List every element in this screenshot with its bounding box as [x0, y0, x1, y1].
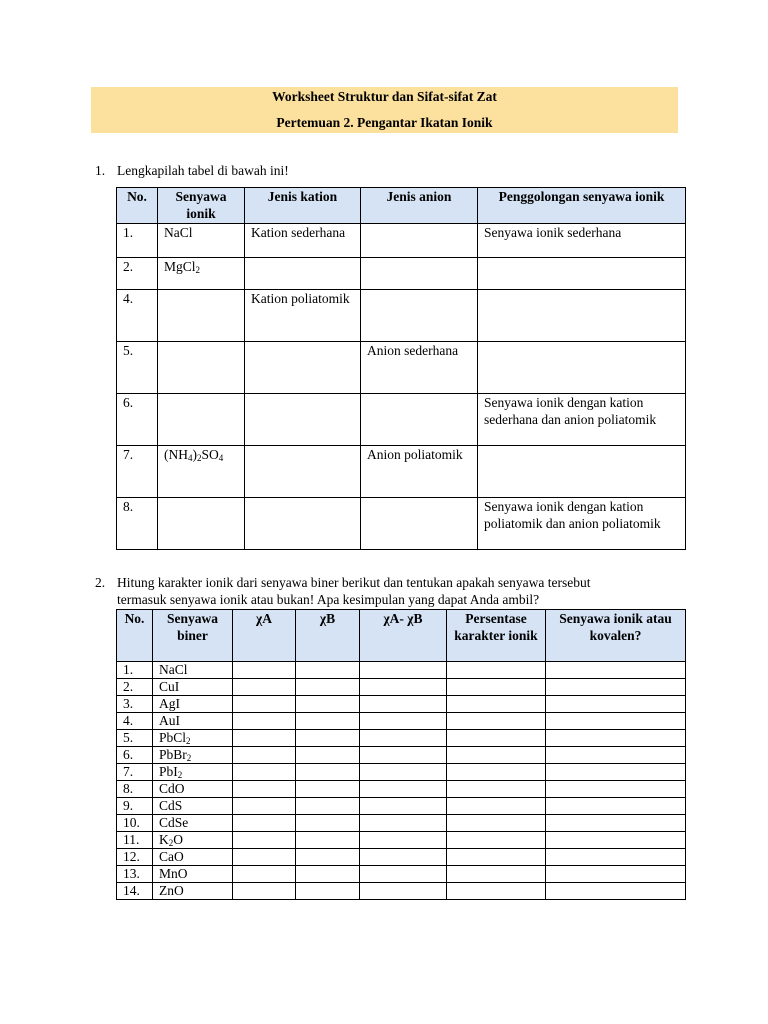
cell-chi-diff [360, 747, 447, 764]
cell-ionik-kovalen [546, 679, 686, 696]
cell-no: 5. [117, 342, 158, 394]
cell-senyawa: $K_2O$ [153, 832, 233, 849]
cell-chi-a [233, 883, 296, 900]
cell-persentase [447, 747, 546, 764]
cell-persentase [447, 815, 546, 832]
cell-persentase [447, 679, 546, 696]
table-header-row [117, 188, 686, 224]
question-2-number: 2. [95, 575, 106, 590]
table-header-row [117, 610, 686, 662]
cell-persentase [447, 781, 546, 798]
cell-golongan [478, 290, 686, 342]
table-row [117, 498, 686, 550]
header-chi-diff: χA- χB [360, 610, 447, 662]
cell-chi-diff [360, 679, 447, 696]
cell-persentase [447, 866, 546, 883]
cell-senyawa: NaCl [153, 662, 233, 679]
cell-anion [361, 498, 478, 550]
worksheet-subtitle: Pertemuan 2. Pengantar Ikatan Ionik [276, 115, 493, 130]
cell-golongan [478, 446, 686, 498]
header-chi-a: χA [233, 610, 296, 662]
cell-golongan: Senyawa ionik sederhana [478, 224, 686, 258]
ionic-character-table [116, 609, 686, 900]
cell-chi-b [296, 679, 360, 696]
cell-chi-a [233, 849, 296, 866]
header-jenis-kation: Jenis kation [245, 188, 361, 224]
cell-chi-diff [360, 815, 447, 832]
worksheet-header [91, 87, 678, 133]
cell-senyawa [158, 290, 245, 342]
cell-anion [361, 224, 478, 258]
cell-persentase [447, 849, 546, 866]
table-row [117, 764, 686, 781]
cell-no: 11. [117, 832, 153, 849]
cell-kation [245, 498, 361, 550]
cell-no: 13. [117, 866, 153, 883]
cell-golongan: Senyawa ionik dengan kation sederhana dan anion poliatomik [478, 394, 686, 446]
table-row [117, 679, 686, 696]
cell-senyawa [158, 342, 245, 394]
cell-ionik-kovalen [546, 832, 686, 849]
table-row [117, 815, 686, 832]
cell-chi-diff [360, 849, 447, 866]
cell-senyawa: PbBr$_2$ [153, 747, 233, 764]
cell-ionik-kovalen [546, 883, 686, 900]
cell-senyawa: $(NH_4)_2SO_4$ [158, 446, 245, 498]
table-row [117, 798, 686, 815]
cell-chi-a [233, 730, 296, 747]
cell-ionik-kovalen [546, 730, 686, 747]
cell-ionik-kovalen [546, 798, 686, 815]
cell-persentase [447, 713, 546, 730]
cell-ionik-kovalen [546, 713, 686, 730]
cell-senyawa: MnO [153, 866, 233, 883]
question-1-number: 1. [95, 163, 106, 178]
cell-senyawa: CaO [153, 849, 233, 866]
cell-ionik-kovalen [546, 849, 686, 866]
cell-no: 1. [117, 662, 153, 679]
cell-chi-diff [360, 764, 447, 781]
cell-persentase [447, 883, 546, 900]
cell-senyawa: PbI$_2$ [153, 764, 233, 781]
cell-no: 8. [117, 498, 158, 550]
cell-chi-a [233, 679, 296, 696]
cell-chi-diff [360, 832, 447, 849]
cell-chi-b [296, 713, 360, 730]
cell-anion: Anion poliatomik [361, 446, 478, 498]
cell-anion [361, 258, 478, 290]
header-persentase: Persentase karakter ionik [447, 610, 546, 662]
header-ionik-kovalen: Senyawa ionik atau kovalen? [546, 610, 686, 662]
cell-ionik-kovalen [546, 747, 686, 764]
cell-no: 3. [117, 696, 153, 713]
cell-no: 10. [117, 815, 153, 832]
cell-kation: Kation poliatomik [245, 290, 361, 342]
cell-no: 4. [117, 713, 153, 730]
cell-chi-diff [360, 662, 447, 679]
header-no: No. [117, 188, 158, 224]
cell-chi-b [296, 849, 360, 866]
cell-no: 6. [117, 747, 153, 764]
cell-ionik-kovalen [546, 781, 686, 798]
cell-no: 4. [117, 290, 158, 342]
worksheet-title: Worksheet Struktur dan Sifat-sifat Zat [272, 89, 497, 104]
cell-no: 7. [117, 764, 153, 781]
table-row [117, 290, 686, 342]
cell-chi-a [233, 764, 296, 781]
table-row [117, 781, 686, 798]
cell-chi-a [233, 662, 296, 679]
cell-no: 1. [117, 224, 158, 258]
table-row [117, 883, 686, 900]
cell-chi-diff [360, 713, 447, 730]
question-1 [95, 162, 695, 180]
cell-senyawa: MgCl$_2$ [158, 258, 245, 290]
cell-ionik-kovalen [546, 866, 686, 883]
cell-no: 2. [117, 258, 158, 290]
cell-anion [361, 394, 478, 446]
cell-chi-b [296, 764, 360, 781]
cell-chi-a [233, 747, 296, 764]
cell-no: 6. [117, 394, 158, 446]
cell-golongan: Senyawa ionik dengan kation poliatomik dan anion poliatomik [478, 498, 686, 550]
cell-persentase [447, 662, 546, 679]
cell-persentase [447, 764, 546, 781]
question-1-text: Lengkapilah tabel di bawah ini! [117, 163, 289, 178]
cell-ionik-kovalen [546, 764, 686, 781]
cell-chi-diff [360, 781, 447, 798]
cell-kation [245, 342, 361, 394]
header-no: No. [117, 610, 153, 662]
cell-kation [245, 258, 361, 290]
cell-senyawa [158, 394, 245, 446]
table-row [117, 394, 686, 446]
table-row [117, 713, 686, 730]
cell-persentase [447, 798, 546, 815]
cell-senyawa: PbCl$_2$ [153, 730, 233, 747]
cell-senyawa: CuI [153, 679, 233, 696]
cell-anion [361, 290, 478, 342]
cell-senyawa [158, 498, 245, 550]
cell-senyawa: NaCl [158, 224, 245, 258]
header-penggolongan: Penggolongan senyawa ionik [478, 188, 686, 224]
question-2-text-line-1: Hitung karakter ionik dari senyawa biner berikut dan tentukan apakah senyawa tersebut [117, 575, 591, 590]
cell-kation [245, 446, 361, 498]
cell-senyawa: CdS [153, 798, 233, 815]
table-row [117, 224, 686, 258]
question-2 [95, 574, 715, 610]
cell-no: 12. [117, 849, 153, 866]
cell-no: 9. [117, 798, 153, 815]
cell-chi-diff [360, 883, 447, 900]
table-row [117, 446, 686, 498]
cell-no: 7. [117, 446, 158, 498]
cell-chi-a [233, 866, 296, 883]
table-row [117, 747, 686, 764]
table-row [117, 849, 686, 866]
cell-golongan [478, 258, 686, 290]
cell-chi-diff [360, 696, 447, 713]
table-row [117, 832, 686, 849]
cell-chi-b [296, 815, 360, 832]
table-row [117, 866, 686, 883]
cell-chi-b [296, 662, 360, 679]
header-jenis-anion: Jenis anion [361, 188, 478, 224]
cell-persentase [447, 832, 546, 849]
cell-chi-b [296, 730, 360, 747]
cell-chi-a [233, 696, 296, 713]
table-row [117, 342, 686, 394]
cell-senyawa: ZnO [153, 883, 233, 900]
table-row [117, 258, 686, 290]
cell-ionik-kovalen [546, 696, 686, 713]
question-2-text [117, 574, 717, 608]
cell-chi-a [233, 815, 296, 832]
table-row [117, 730, 686, 747]
cell-anion: Anion sederhana [361, 342, 478, 394]
cell-senyawa: CdO [153, 781, 233, 798]
cell-chi-b [296, 781, 360, 798]
cell-chi-b [296, 883, 360, 900]
cell-chi-a [233, 713, 296, 730]
header-senyawa-ionik: Senyawa ionik [158, 188, 245, 224]
cell-kation: Kation sederhana [245, 224, 361, 258]
table-row [117, 696, 686, 713]
cell-senyawa: CdSe [153, 815, 233, 832]
cell-no: 2. [117, 679, 153, 696]
cell-chi-diff [360, 798, 447, 815]
cell-senyawa: AgI [153, 696, 233, 713]
table-row [117, 662, 686, 679]
header-chi-b: χB [296, 610, 360, 662]
cell-chi-b [296, 798, 360, 815]
cell-kation [245, 394, 361, 446]
cell-chi-b [296, 866, 360, 883]
header-senyawa-biner: Senyawa biner [153, 610, 233, 662]
cell-ionik-kovalen [546, 815, 686, 832]
cell-no: 14. [117, 883, 153, 900]
cell-chi-diff [360, 730, 447, 747]
cell-ionik-kovalen [546, 662, 686, 679]
cell-persentase [447, 696, 546, 713]
cell-no: 8. [117, 781, 153, 798]
cell-chi-b [296, 832, 360, 849]
cell-chi-diff [360, 866, 447, 883]
cell-senyawa: AuI [153, 713, 233, 730]
cell-chi-b [296, 696, 360, 713]
cell-chi-a [233, 798, 296, 815]
cell-chi-a [233, 832, 296, 849]
cell-golongan [478, 342, 686, 394]
ionic-compound-table [116, 187, 686, 550]
question-2-text-line-2: termasuk senyawa ionik atau bukan! Apa kesimpulan yang dapat Anda ambil? [117, 592, 540, 607]
cell-chi-b [296, 747, 360, 764]
cell-no: 5. [117, 730, 153, 747]
cell-persentase [447, 730, 546, 747]
cell-chi-a [233, 781, 296, 798]
